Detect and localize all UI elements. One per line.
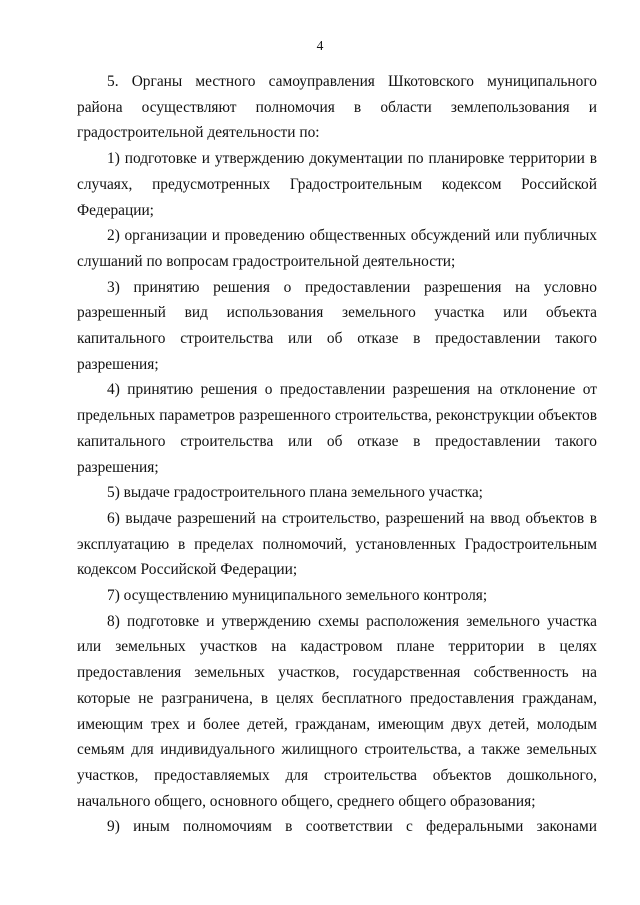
list-item-9: 9) иным полномочиям в соответствии с федеральными законами: [107, 818, 597, 836]
list-item-7: 7) осуществлению муниципального земельного контроля;: [107, 587, 488, 605]
list-item-8: 8) подготовке и утверждению схемы расположения земельного участка или земельных участков на кадастровом плане территории в целях предоставления земельных участков, государственная собственность на которые не разграничена, в целях бесплатного предоставления гражданам, имеющим трех и более детей, гражданам, имеющим двух детей, молодым семьям для индивидуального жилищного строительства, а также земельных участков, предоставляемых для строительства объектов дошкольного, начального общего, основного общего, среднего общего образования;: [77, 612, 597, 810]
document-body: [77, 69, 597, 840]
list-item-5: 5) выдаче градостроительного плана земельного участка;: [107, 484, 483, 502]
paragraph-5-intro: 5. Органы местного самоуправления Шкотовского муниципального района осуществляют полномочия в области землепользования и градостроительной деятельности по:: [77, 73, 597, 142]
list-item-1: 1) подготовке и утверждению документации по планировке территории в случаях, предусмотренных Градостроительным кодексом Российской Федерации;: [77, 150, 597, 219]
list-item-6: 6) выдаче разрешений на строительство, разрешений на ввод объектов в эксплуатацию в пределах полномочий, установленных Градостроительным кодексом Российской Федерации;: [77, 509, 597, 579]
list-item-2: 2) организации и проведению общественных обсуждений или публичных слушаний по вопросам градостроительной деятельности;: [77, 227, 597, 270]
page-number: 4: [316, 38, 324, 53]
list-item-4: 4) принятию решения о предоставлении разрешения на отклонение от предельных параметров разрешенного строительства, реконструкции объектов капитального строительства или об отказе в предоставлении такого разрешения;: [77, 381, 597, 476]
list-item-3: 3) принятию решения о предоставлении разрешения на условно разрешенный вид использования земельного участка или объекта капитального строительства или об отказе в предоставлении такого разрешения;: [77, 278, 597, 373]
